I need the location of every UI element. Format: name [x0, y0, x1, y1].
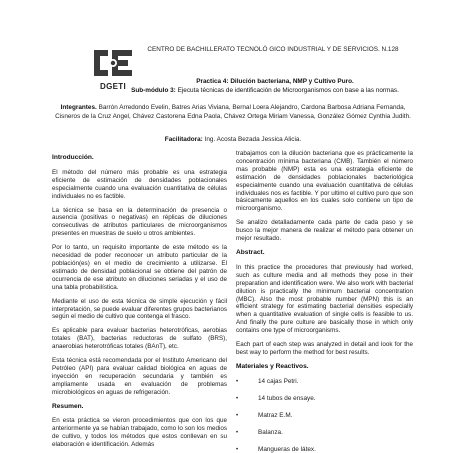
- submodule-line: [100, 87, 430, 96]
- practice-label: Practica 4:: [196, 78, 229, 85]
- material-item: Balanza.: [258, 428, 283, 436]
- bullet: •: [236, 446, 239, 453]
- intro-paragraph-4: Mediante el uso de esta técnica de simple ejecución y fácil interpretación, se puede evaluar diferentes grupos bacterianos según el medio de cultivo que contenga el frasco.: [52, 297, 227, 321]
- dgeti-logo: [88, 44, 138, 82]
- intro-paragraph-5: Es aplicable para evaluar bacterias heterotróficas, aerobias totales (BAT), bacterias reductoras de sulfato (BRS), anaerobias heterotróficas totales (BAnT), etc.: [52, 327, 227, 351]
- summary-paragraph-3: Se analizo detalladamente cada parte de cada paso y se busco la mejor manera de realizar el método para obtener un mejor resultado.: [236, 219, 413, 243]
- submodule-label: Sub-módulo 3:: [131, 87, 176, 94]
- material-item: 14 tubos de ensaye.: [258, 394, 316, 402]
- intro-paragraph-1: El método del número más probable es una estrategia eficiente de estimación de densidades poblacionales especialmente cuando una evaluación cuantitativa de células individuales no es factible.: [52, 168, 227, 200]
- introduction-heading: Introducción.: [52, 154, 94, 161]
- facilitator-line: [52, 136, 414, 145]
- bullet: •: [236, 429, 239, 436]
- material-item: 14 cajas Petri.: [258, 377, 299, 385]
- material-item: Matraz E.M.: [258, 411, 293, 419]
- bullet: •: [236, 412, 239, 419]
- materials-list: [236, 378, 413, 453]
- school-name: CENTRO DE BACHILLERATO TECNOLÓ GICO INDUSTRIAL Y DE SERVICIOS. N.128: [147, 46, 399, 53]
- list-item: [236, 378, 413, 386]
- bullet: •: [236, 395, 239, 402]
- members-block: [52, 104, 414, 122]
- abstract-paragraph-1: In this practice the procedures that previously had worked, such as culture media and all methods they pose in their preparation and identification were. We also work with bacterial dilution is practically the minimum bacterial concentration (MBC). Also the most probable number (MPN) this is an efficient strategy for estimating bacterial densities especially when a quantitative evaluation of single cells is feasible to us. And finally the pure culture are basically those in which only contains one type of microorganisms.: [236, 263, 413, 335]
- list-item: [236, 446, 413, 453]
- summary-heading: Resumen.: [52, 402, 84, 410]
- practice-title-text: Dilución bacteriana, NMP y Cultivo Puro.: [230, 78, 354, 85]
- facilitator-text: Ing. Acosta Bezada Jessica Alicia.: [204, 136, 302, 143]
- left-column: [52, 150, 227, 453]
- members-label: Integrantes.: [60, 104, 97, 111]
- intro-paragraph-3: Por lo tanto, un requisito importante de este método es la necesidad de poder reconocer un atributo particular de la población(es) en el medio de crecimiento a utilizarse. El estimado de densidad poblacional se obtiene del patrón de ocurrencia de ese atributo en diluciones seriadas y el uso de una tabla probabilística.: [52, 244, 227, 291]
- intro-paragraph-2: La técnica se basa en la determinación de presencia o ausencia (positivas o negativas) en réplicas de diluciones consecutivas de atributos particulares de microorganismos presentes en muestras de suelo u otros ambientes.: [52, 206, 227, 238]
- summary-paragraph-2: trabajamos con la dilución bacteriana que es prácticamente la concentración mínima bacteriana (CMB). También el número mas probable (NMP) esta es una estrategia eficiente de estimación de densidades poblacionales bacteriológica especialmente cuando una evaluación cuantitativa de células individuales nos es factible. Y por ultimo el cultivo puro que son básicamente aquellos en los cuales solo contiene un tipo de microorganismo.: [236, 150, 413, 213]
- submodule-text: Ejecuta técnicas de identificación de Microorganismos con base a las normas.: [177, 87, 399, 94]
- bullet: •: [236, 378, 239, 385]
- abstract-paragraph-2: Each part of each step was analyzed in detail and look for the best way to perform the method for best results.: [236, 341, 413, 356]
- materials-heading: Materiales y Reactivos.: [236, 362, 309, 370]
- members-text: Barrón Arredondo Evelin, Batres Arias Viviana, Bernal Loera Alejandro, Cardona Barbosa Adriana Fernanda, Cisneros de la Cruz Angel, Chávez Castorena Edna Paola, Chávez Ortega Miriam Vanessa, González Gómez Cynthia Judith.: [55, 104, 411, 120]
- practice-title: [120, 78, 430, 87]
- list-item: [236, 412, 413, 420]
- logo-caption: DGETI: [100, 82, 126, 91]
- material-item: Mangueras de látex.: [258, 445, 316, 453]
- list-item: [236, 429, 413, 437]
- intro-paragraph-6: Esta técnica está recomendada por el Instituto Americano del Petróleo (API) para evaluar calidad biológica en aguas de inyección en recuperación secundaria y también es ampliamente usada en evaluación de problemas microbiológicos en aguas de refrigeración.: [52, 357, 227, 396]
- facilitator-label: Facilitadora:: [164, 136, 203, 143]
- summary-paragraph-1: En esta práctica se vieron procedimientos que con los que anteriormente ya se habían trabajado, como lo son los medios de cultivo, y todos los métodos que estos conllevan en su elaboración e identificación. Además: [52, 417, 227, 449]
- list-item: [236, 395, 413, 403]
- right-column: [236, 150, 413, 453]
- abstract-heading: Abstract.: [236, 248, 265, 256]
